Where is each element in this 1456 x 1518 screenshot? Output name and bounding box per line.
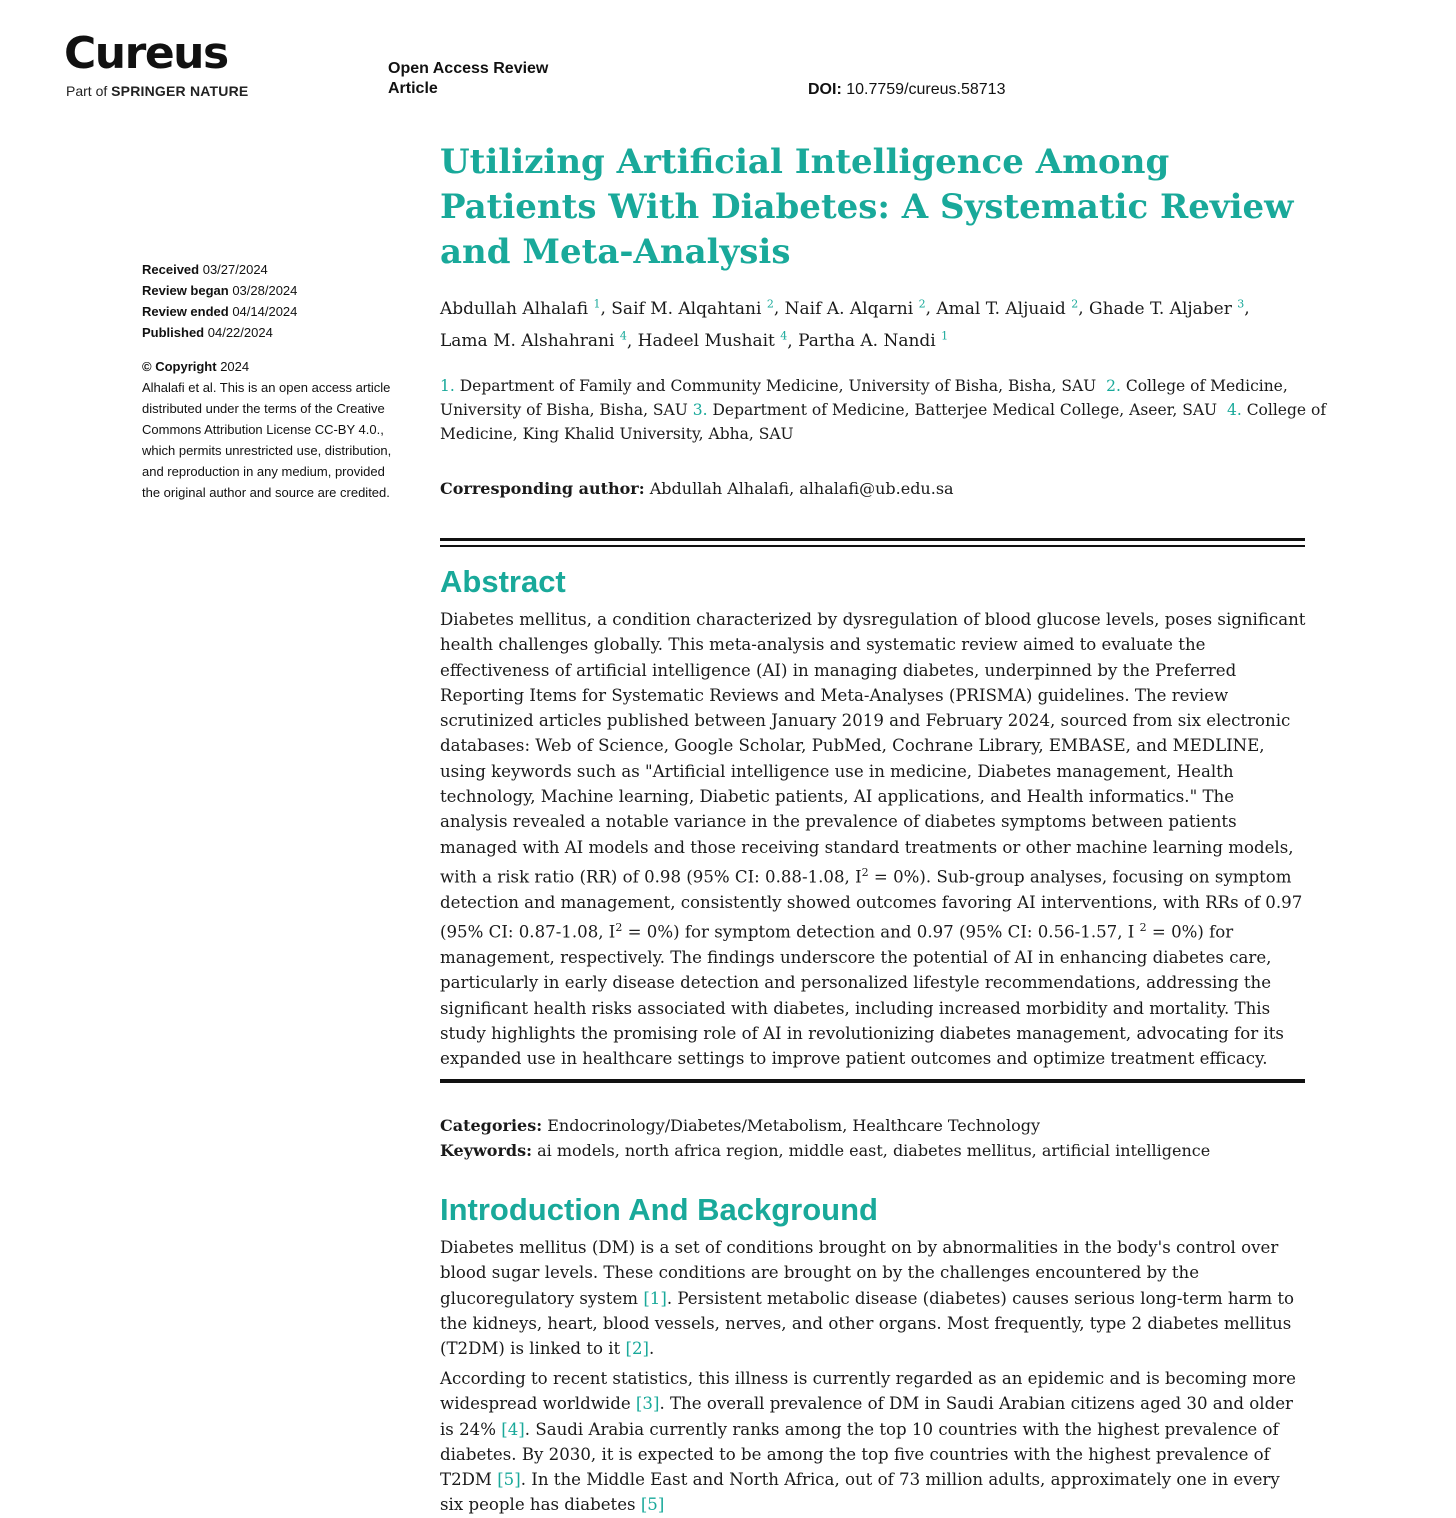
abstract-heading: Abstract: [440, 564, 566, 599]
abstract-part: = 0%) for management, respectively. The findings underscore the potential of AI in enhancing diabetes care, particularly in early disease detection and personalized lifestyle recommendations, addressing the significant health risks associated with diabetes, including increased morbidity and mortality. This study highlights the promising role of AI in revolutionizing diabetes management, advocating for its expanded use in healthcare settings to improve patient outcomes and optimize treatment efficacy.: [440, 922, 1284, 1069]
date-label: Published: [142, 325, 205, 340]
copyright-text: Alhalafi et al. This is an open access article distributed under the terms of the Creative Commons Attribution License CC-BY 4.0., which permits unrestricted use, distribution, and reproduction in any medium, provided the original author and source are credited.: [142, 380, 392, 500]
divider-thick: [440, 1079, 1305, 1083]
keywords-label: Keywords:: [440, 1141, 533, 1160]
text-run: According to recent statistics, this illness is currently regarded as an epidemic and is becoming more widespread worldwide: [440, 1369, 1296, 1414]
affiliation-number: 2.: [1106, 377, 1121, 395]
text-run: . The overall prevalence of DM in Saudi Arabian citizens aged 30 and older is 24%: [440, 1394, 1293, 1439]
date-published: [142, 322, 402, 343]
doi-value[interactable]: 10.7759/cureus.58713: [846, 81, 1006, 98]
text-run: Diabetes mellitus (DM) is a set of conditions brought on by abnormalities in the body's control over blood sugar levels. These conditions are brought on by the challenges encountered by the glucoregulatory system: [440, 1238, 1279, 1308]
date-value: 04/22/2024: [207, 325, 273, 340]
categories-keywords: [440, 1113, 1320, 1163]
keywords: [440, 1138, 1320, 1163]
doi: [808, 80, 1005, 100]
affiliation-text: Department of Family and Community Medicine, University of Bisha, Bisha, SAU: [459, 377, 1097, 395]
journal-logo: Cureus: [64, 28, 228, 79]
author[interactable]: [440, 299, 600, 319]
copyright-heading: [142, 356, 404, 377]
citation-link[interactable]: [5]: [497, 1470, 521, 1490]
article-dates: [142, 259, 402, 343]
corresponding-author: [440, 477, 1320, 501]
superscript: 2: [1139, 921, 1147, 935]
author-name: Abdullah Alhalafi: [440, 298, 589, 319]
date-label: Review ended: [142, 304, 229, 319]
author-affiliation: 2: [766, 297, 774, 310]
author-name: Partha A. Nandi: [798, 331, 936, 352]
date-value: 03/28/2024: [232, 283, 298, 298]
text-run: . Saudi Arabia currently ranks among the top 10 countries with the highest prevalence of diabetes. By 2030, it is expected to be among the top five countries with the highest prevalence of T2DM: [440, 1419, 1279, 1490]
affiliation-text: College of Medicine, University of Bisha, Bisha, SAU: [440, 377, 1288, 419]
author[interactable]: [785, 299, 926, 319]
categories: [440, 1113, 1320, 1138]
corresponding-value[interactable]: Abdullah Alhalafi, alhalafi@ub.edu.sa: [649, 479, 954, 498]
author-name: Amal T. Aljuaid: [936, 298, 1066, 319]
abstract-part: = 0%). Sub-group analyses, focusing on symptom detection and management, consistently showed outcomes favoring AI interventions, with RRs of 0.97 (95% CI: 0.87-1.08, I: [440, 867, 1303, 942]
categories-label: Categories:: [440, 1116, 543, 1135]
categories-value: Endocrinology/Diabetes/Metabolism, Healthcare Technology: [547, 1116, 1041, 1135]
author[interactable]: [611, 299, 774, 319]
date-label: Received: [142, 262, 200, 277]
author[interactable]: [638, 331, 788, 351]
author[interactable]: [1089, 299, 1244, 319]
date-label: Review began: [142, 283, 229, 298]
author-affiliation: 3: [1237, 297, 1245, 310]
date-value: 03/27/2024: [202, 262, 268, 277]
publisher-line: [66, 82, 248, 100]
abstract-text: [440, 607, 1306, 1071]
citation-link[interactable]: [1]: [643, 1288, 667, 1308]
divider-thick: [440, 538, 1305, 541]
author-affiliation: 2: [1071, 297, 1079, 310]
text-run: . Persistent metabolic disease (diabetes) causes serious long-term harm to the kidneys, heart, blood vessels, nerves, and other organs. Most frequently, type 2 diabetes mellitus (T2DM) is linked to it: [440, 1288, 1295, 1359]
affiliation-number: 1.: [440, 377, 455, 395]
article-type: Open Access Review Article: [388, 60, 549, 97]
citation-link[interactable]: [2]: [625, 1339, 650, 1359]
corresponding-label: Corresponding author:: [440, 479, 645, 498]
author[interactable]: [798, 331, 948, 351]
author-name: Lama M. Alshahrani: [440, 331, 615, 352]
affiliation-number: 4.: [1226, 401, 1242, 419]
divider-thin: [440, 545, 1305, 547]
keywords-value: ai models, north africa region, middle east, diabetes mellitus, artificial intelligence: [537, 1141, 1211, 1160]
author-name: Ghade T. Aljaber: [1089, 298, 1232, 319]
date-review-began: [142, 280, 402, 301]
date-received: [142, 259, 402, 280]
author-affiliation: 1: [941, 329, 949, 343]
affiliation-text: Department of Medicine, Batterjee Medical College, Aseer, SAU: [712, 401, 1218, 419]
publisher-name: SPRINGER NATURE: [111, 83, 249, 99]
part-of-text: Part of: [66, 83, 108, 99]
doi-label: DOI:: [808, 81, 842, 98]
author-name: Naif A. Alqarni: [784, 298, 914, 319]
affiliations: [440, 374, 1330, 446]
abstract-part: = 0%) for symptom detection and 0.97 (95% CI: 0.56-1.57, I: [622, 922, 1140, 942]
author-affiliation: 2: [918, 297, 926, 310]
citation-link[interactable]: [4]: [501, 1419, 525, 1439]
author-affiliation: 4: [619, 329, 627, 343]
author-affiliation: 1: [593, 297, 601, 310]
author-list: Abdullah Alhalafi $^1$, Saif M. Alqahtani $^2$, Naif A. Alqarni $^2$, Amal T. Aljuaid $^2$, Ghade T. Aljaber $^3$, Lama M. Alshahrani $^4$, Hadeel Mushait $^4$, Partha A. Nandi $^1$: [440, 297, 1250, 352]
author-name: Hadeel Mushait: [637, 331, 775, 352]
citation-link[interactable]: [5]: [640, 1495, 665, 1515]
author[interactable]: [440, 331, 627, 351]
date-review-ended: [142, 301, 402, 322]
author[interactable]: [936, 299, 1078, 319]
superscript: 2: [615, 921, 623, 935]
intro-paragraph-2: [440, 1366, 1306, 1518]
introduction-heading: Introduction And Background: [440, 1192, 878, 1227]
citation-link[interactable]: [3]: [635, 1394, 660, 1414]
intro-paragraph-1: [440, 1235, 1306, 1361]
affiliation-text: College of Medicine, King Khalid University, Abha, SAU: [440, 401, 1327, 443]
copyright-notice: [142, 356, 404, 503]
text-run: . In the Middle East and North Africa, out of 73 million adults, approximately one in every six people has diabetes: [440, 1470, 1280, 1515]
date-value: 04/14/2024: [232, 304, 298, 319]
article-title: Utilizing Artificial Intelligence Among Patients With Diabetes: A Systematic Review and Meta-Analysis: [440, 142, 1294, 272]
superscript: 2: [861, 865, 869, 879]
author-affiliation: 4: [780, 329, 788, 343]
copyright-label: © Copyright: [142, 359, 217, 374]
text-run: .: [649, 1339, 655, 1359]
abstract-part: Diabetes mellitus, a condition characterized by dysregulation of blood glucose levels, poses significant health challenges globally. This meta-analysis and systematic review aimed to evaluate the effectiveness of artificial intelligence (AI) in managing diabetes, underpinned by the Preferred Reporting Items for Systematic Reviews and Meta-Analyses (PRISMA) guidelines. The review scrutinized articles published between January 2019 and February 2024, sourced from six electronic databases: Web of Science, Google Scholar, PubMed, Cochrane Library, EMBASE, and MEDLINE, using keywords such as "Artificial intelligence use in medicine, Diabetes management, Health technology, Machine learning, Diabetic patients, AI applications, and Health informatics." The analysis revealed a notable variance in the prevalence of diabetes symptoms between patients managed with AI models and those receiving standard treatments or other machine learning models, with a risk ratio (RR) of 0.98 (95% CI: 0.88-1.08, I: [440, 610, 1306, 887]
affiliation-number: 3.: [692, 401, 708, 419]
author-name: Saif M. Alqahtani: [611, 298, 762, 319]
copyright-year: 2024: [220, 359, 250, 374]
